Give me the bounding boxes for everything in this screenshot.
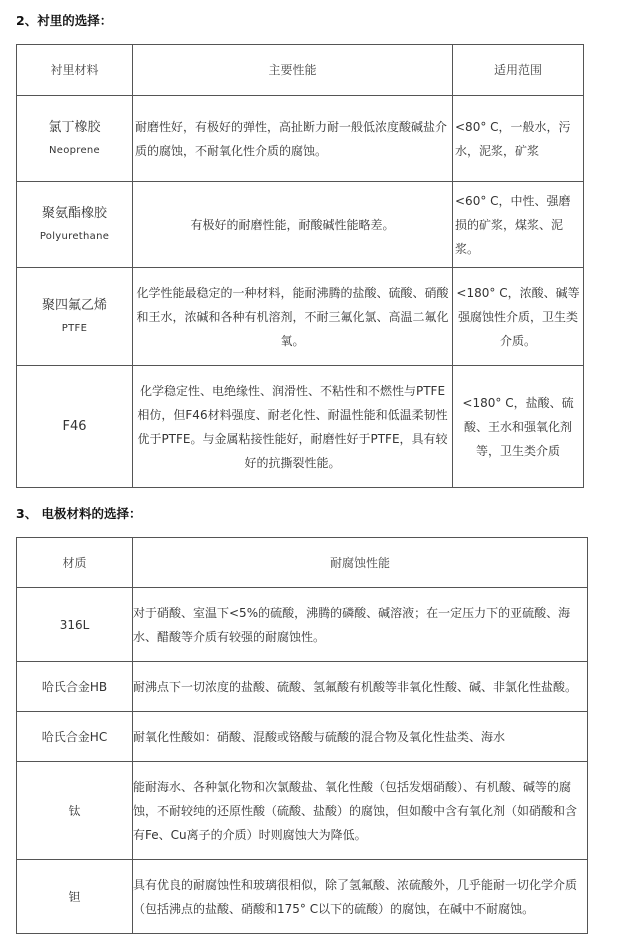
table-header-row — [17, 538, 588, 588]
performance-cell: 化学性能最稳定的一种材料，能耐沸腾的盐酸、硫酸、硝酸和王水，浓碱和各种有机溶剂，不耐三氟化氯、高温二氟化氧。 — [133, 268, 453, 366]
performance-cell: 有极好的耐磨性能，耐酸碱性能略差。 — [133, 182, 453, 268]
performance-cell: 化学稳定性、电绝缘性、润滑性、不粘性和不燃性与PTFE相仿，但F46材料强度、耐老化性、耐温性能和低温柔韧性优于PTFE。与金属粘接性能好，耐磨性好于PTFE，具有较好的抗撕裂性能。 — [133, 366, 453, 488]
performance-cell: 耐氧化性酸如：硝酸、混酸或铬酸与硫酸的混合物及氧化性盐类、海水 — [133, 712, 588, 762]
material-cell: 钽 — [17, 860, 133, 934]
material-english-name: Polyurethane — [39, 230, 110, 242]
performance-cell: 耐沸点下一切浓度的盐酸、硫酸、氢氟酸有机酸等非氧化性酸、碱、非氯化性盐酸。 — [133, 662, 588, 712]
table-row — [17, 96, 584, 182]
table-row — [17, 268, 584, 366]
performance-cell: 能耐海水、各种氯化物和次氯酸盐、氧化性酸（包括发烟硝酸）、有机酸、碱等的腐蚀，不耐较纯的还原性酸（硫酸、盐酸）的腐蚀，但如酸中含有氧化剂（如硝酸和含有Fe、Cu离子的介质）时则腐蚀大为降低。 — [133, 762, 588, 860]
performance-cell: 对于硝酸、室温下<5%的硫酸，沸腾的磷酸、碱溶液；在一定压力下的亚硫酸、海水、醋酸等介质有较强的耐腐蚀性。 — [133, 588, 588, 662]
material-cell: 哈氏合金HC — [17, 712, 133, 762]
range-cell: <60° C，中性、强磨损的矿浆，煤浆、泥浆。 — [453, 182, 584, 268]
table-row — [17, 182, 584, 268]
material-cell: 哈氏合金HB — [17, 662, 133, 712]
column-header: 材质 — [17, 538, 133, 588]
material-cell: 316L — [17, 588, 133, 662]
performance-cell: 耐磨性好，有极好的弹性，高扯断力耐一般低浓度酸碱盐介质的腐蚀，不耐氧化性介质的腐蚀。 — [133, 96, 453, 182]
range-cell: <180° C，盐酸、硫酸、王水和强氧化剂等，卫生类介质 — [453, 366, 584, 488]
range-cell: <80° C，一般水，污水，泥浆，矿浆 — [453, 96, 584, 182]
table-row — [17, 662, 588, 712]
material-cell — [17, 96, 133, 182]
material-name: 氯丁橡胶 — [48, 119, 101, 135]
column-header: 衬里材料 — [17, 45, 133, 96]
table-row — [17, 860, 588, 934]
column-header: 耐腐蚀性能 — [133, 538, 588, 588]
material-cell — [17, 366, 133, 488]
material-name: 聚四氟乙烯 — [41, 297, 107, 313]
section-title-electrode: 3、 电极材料的选择： — [16, 506, 142, 521]
section-title-lining: 2、衬里的选择： — [16, 13, 113, 28]
table-header-row — [17, 45, 584, 96]
material-cell: 钛 — [17, 762, 133, 860]
material-cell — [17, 268, 133, 366]
table-row — [17, 712, 588, 762]
table-row — [17, 588, 588, 662]
column-header: 适用范围 — [453, 45, 584, 96]
lining-table — [16, 44, 584, 488]
electrode-table — [16, 537, 588, 934]
material-name: F46 — [62, 418, 87, 434]
table-row — [17, 366, 584, 488]
material-cell — [17, 182, 133, 268]
material-english-name: PTFE — [61, 322, 88, 334]
material-name: 聚氨酯橡胶 — [41, 205, 107, 221]
performance-cell: 具有优良的耐腐蚀性和玻璃很相似，除了氢氟酸、浓硫酸外，几乎能耐一切化学介质（包括沸点的盐酸、硝酸和175° C以下的硫酸）的腐蚀，在碱中不耐腐蚀。 — [133, 860, 588, 934]
material-english-name: Neoprene — [48, 144, 101, 156]
range-cell: <180° C，浓酸、碱等强腐蚀性介质，卫生类介质。 — [453, 268, 584, 366]
column-header: 主要性能 — [133, 45, 453, 96]
table-row — [17, 762, 588, 860]
